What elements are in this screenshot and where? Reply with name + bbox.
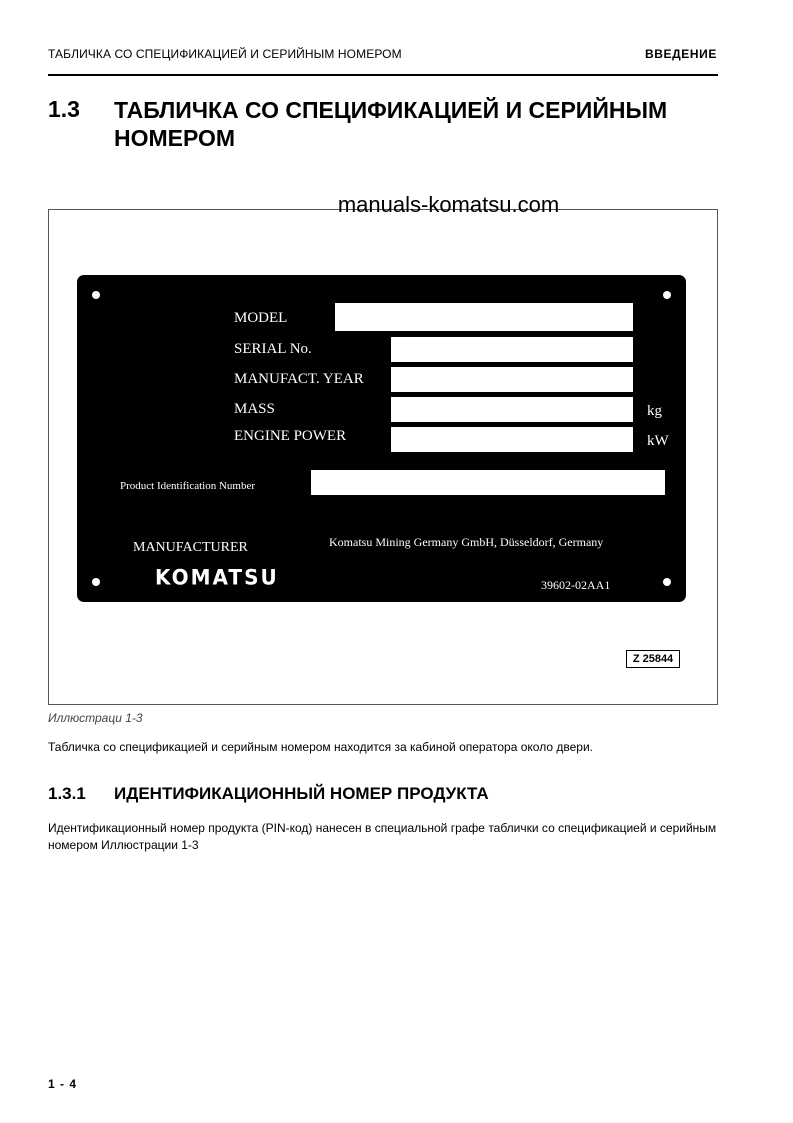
subsection-title: ИДЕНТИФИКАЦИОННЫЙ НОМЕР ПРОДУКТА [114, 784, 489, 803]
plate-rivet-hole [663, 578, 671, 586]
page-number: 1 - 4 [48, 1077, 78, 1091]
power-label: ENGINE POWER [234, 428, 347, 444]
section-title: ТАБЛИЧКА СО СПЕЦИФИКАЦИЕЙ И СЕРИЙНЫМ НОМЕРОМ [114, 97, 668, 151]
mass-label: MASS [234, 401, 275, 417]
paragraph-pin: Идентификационный номер продукта (PIN-код) нанесен в специальной графе таблички со спецификацией и серийным номером Иллюстрации 1-3 [48, 821, 717, 852]
pin-label: Product Identification Number [120, 480, 256, 492]
manufacturer-value: Komatsu Mining Germany GmbH, Düsseldorf, Germany [329, 535, 604, 549]
watermark: manuals-komatsu.com [337, 192, 560, 217]
section-number: 1.3 [48, 96, 80, 122]
model-field [335, 303, 633, 331]
running-header-chapter: ВВЕДЕНИЕ [645, 47, 717, 61]
mass-unit: kg [647, 403, 662, 419]
running-header-title: ТАБЛИЧКА СО СПЕЦИФИКАЦИЕЙ И СЕРИЙНЫМ НОМЕРОМ [48, 47, 402, 61]
header-divider [48, 74, 718, 76]
plate-part-code: 39602-02AA1 [541, 578, 611, 592]
serial-field [391, 337, 633, 362]
year-label: MANUFACT. YEAR [234, 371, 364, 387]
pin-field [311, 470, 665, 495]
plate-rivet-hole [663, 291, 671, 299]
year-field [391, 367, 633, 392]
plate-rivet-hole [92, 578, 100, 586]
model-label: MODEL [234, 310, 288, 326]
power-unit: kW [647, 433, 669, 449]
paragraph-location: Табличка со спецификацией и серийным номером находится за кабиной оператора около двери. [48, 740, 593, 754]
power-field [391, 427, 633, 452]
figure-caption: Иллюстраци 1-3 [48, 711, 143, 725]
figure-reference-code: Z 25844 [626, 650, 680, 668]
komatsu-logo: KOMATSU [155, 564, 279, 590]
serial-label: SERIAL No. [234, 341, 312, 357]
mass-field [391, 397, 633, 422]
manufacturer-label: MANUFACTURER [133, 540, 248, 555]
plate-rivet-hole [92, 291, 100, 299]
subsection-number: 1.3.1 [48, 784, 86, 803]
